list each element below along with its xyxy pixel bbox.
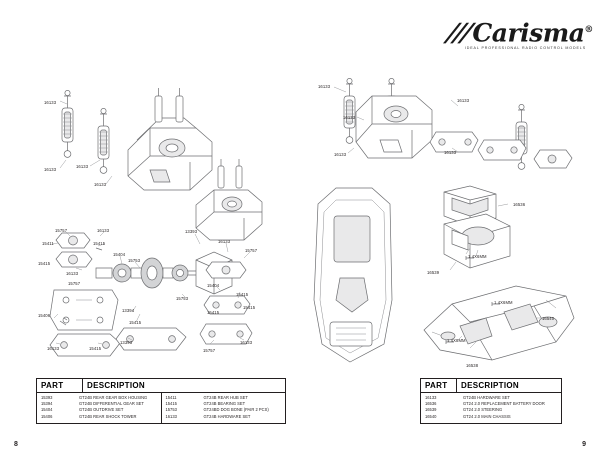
- part-number: 16539: [425, 407, 437, 413]
- part-number: 15753: [165, 407, 177, 413]
- part-description: GT24B DIFFERENTIAL GEAR SET: [79, 401, 144, 407]
- part-callout: 16133: [318, 84, 331, 89]
- part-callout: 16133: [44, 167, 57, 172]
- part-callout: 15411: [42, 241, 54, 246]
- header-part: PART: [37, 379, 83, 392]
- part-callout: 16536: [513, 202, 526, 207]
- part-description: GT24B OUTDRIVE SET: [79, 407, 124, 413]
- part-description: GT24 2.0 STEERING: [463, 407, 503, 413]
- logo-slash-icon: ///: [443, 18, 474, 48]
- part-number: 15393: [41, 395, 53, 400]
- table-row: [421, 414, 561, 420]
- part-callout: 16133: [76, 164, 89, 169]
- part-callout: 15404: [207, 283, 220, 288]
- part-number: 15411: [165, 395, 177, 400]
- brand-tagline: IDEAL PROFESSIONAL RADIO CONTROL MODELS: [464, 46, 586, 51]
- part-callout: 13394: [122, 308, 135, 313]
- part-callout: 15415: [129, 320, 142, 325]
- part-description: GT24B HARDWARE SET: [463, 395, 510, 400]
- part-callout: 16540: [542, 316, 555, 321]
- parts-column-1: [421, 393, 561, 423]
- part-callout: 16133: [44, 100, 57, 105]
- part-callout: 16538: [466, 363, 479, 368]
- part-description: GT24 2.0 REPLACEMENT BATTERY DOOR: [463, 401, 545, 407]
- part-description: GT24B BEARING SET: [203, 401, 246, 407]
- brand-logo: [443, 18, 593, 52]
- part-callout: 15757: [55, 228, 68, 233]
- part-number: 16133: [165, 413, 177, 419]
- parts-table-right: [420, 378, 562, 424]
- part-callout: 15415: [236, 292, 249, 297]
- part-callout: 16133: [343, 115, 356, 120]
- part-callout: 1.4X6MM: [494, 300, 513, 305]
- part-number: 15406: [41, 413, 53, 419]
- part-callout: 15415: [243, 305, 256, 310]
- part-callout: 15404: [113, 252, 126, 257]
- part-callout: 15415: [89, 346, 102, 351]
- table-row: [37, 414, 161, 420]
- right-chassis-assembly: [314, 186, 574, 362]
- brand-name: [443, 18, 593, 48]
- part-callout: 15415: [93, 241, 106, 246]
- brand-registered-mark: ®: [584, 25, 593, 35]
- part-number: 15404: [41, 407, 53, 413]
- part-description: GT24B REAR HUB SET: [203, 395, 248, 400]
- parts-table-right-header: [421, 379, 561, 393]
- part-number: 16536: [425, 401, 437, 407]
- part-callout: 15406: [38, 313, 51, 318]
- page-number-right: 9: [582, 441, 586, 448]
- part-callout: 16133: [66, 271, 79, 276]
- part-callout: 16133: [94, 182, 107, 187]
- part-callout: 16133: [47, 346, 60, 351]
- part-callout: 15757: [203, 348, 216, 353]
- parts-column-1: [37, 393, 161, 423]
- parts-table-left-header: [37, 379, 285, 393]
- part-number: 15394: [41, 401, 53, 407]
- part-callout: 15753: [128, 258, 141, 263]
- part-callout: 15415: [38, 261, 51, 266]
- part-callout: 1.4X6MM: [468, 254, 487, 259]
- header-description: DESCRIPTION: [87, 381, 145, 390]
- right-top-assembly: [334, 78, 572, 169]
- page-spine: [300, 14, 301, 446]
- header-description: DESCRIPTION: [461, 381, 519, 390]
- brand-name-text: Carisma: [472, 18, 585, 48]
- part-description: GT24B HARDWARE SET: [203, 413, 251, 419]
- part-description: GT24 2.0 MAIN CHASSIS: [463, 413, 511, 419]
- part-callout: 16133: [218, 239, 231, 244]
- part-callout: 16539: [427, 270, 440, 275]
- parts-column-2: [161, 393, 286, 423]
- part-number: 15415: [165, 401, 177, 407]
- part-number: 16540: [425, 413, 437, 419]
- parts-table-left: [36, 378, 286, 424]
- part-callout: 15415: [207, 310, 220, 315]
- part-callout: 16133: [457, 98, 470, 103]
- part-callout: 16133: [444, 150, 457, 155]
- part-callout: 13393: [120, 340, 133, 345]
- part-callout: 15753: [176, 296, 189, 301]
- header-part: PART: [421, 379, 457, 392]
- part-callout: 16133: [240, 340, 253, 345]
- left-bottom-assembly: [50, 232, 252, 356]
- part-callout: 16133: [97, 228, 110, 233]
- table-row: [162, 414, 286, 420]
- part-callout: 1.4X8MM: [447, 338, 466, 343]
- page-number-left: 8: [14, 441, 18, 448]
- part-number: 16133: [425, 395, 437, 400]
- part-description: GT24BD DOG BONE (PAIR 2 PCS): [203, 407, 269, 413]
- part-description: GT24B REAR SHOCK TOWER: [79, 413, 137, 419]
- part-callout: 15757: [245, 248, 258, 253]
- part-callout: 16133: [334, 152, 347, 157]
- part-callout: 15757: [68, 281, 81, 286]
- left-top-assembly: [60, 88, 262, 240]
- part-description: GT24B REAR GEAR BOX HOUSING: [79, 395, 148, 400]
- part-callout: 13393: [185, 229, 198, 234]
